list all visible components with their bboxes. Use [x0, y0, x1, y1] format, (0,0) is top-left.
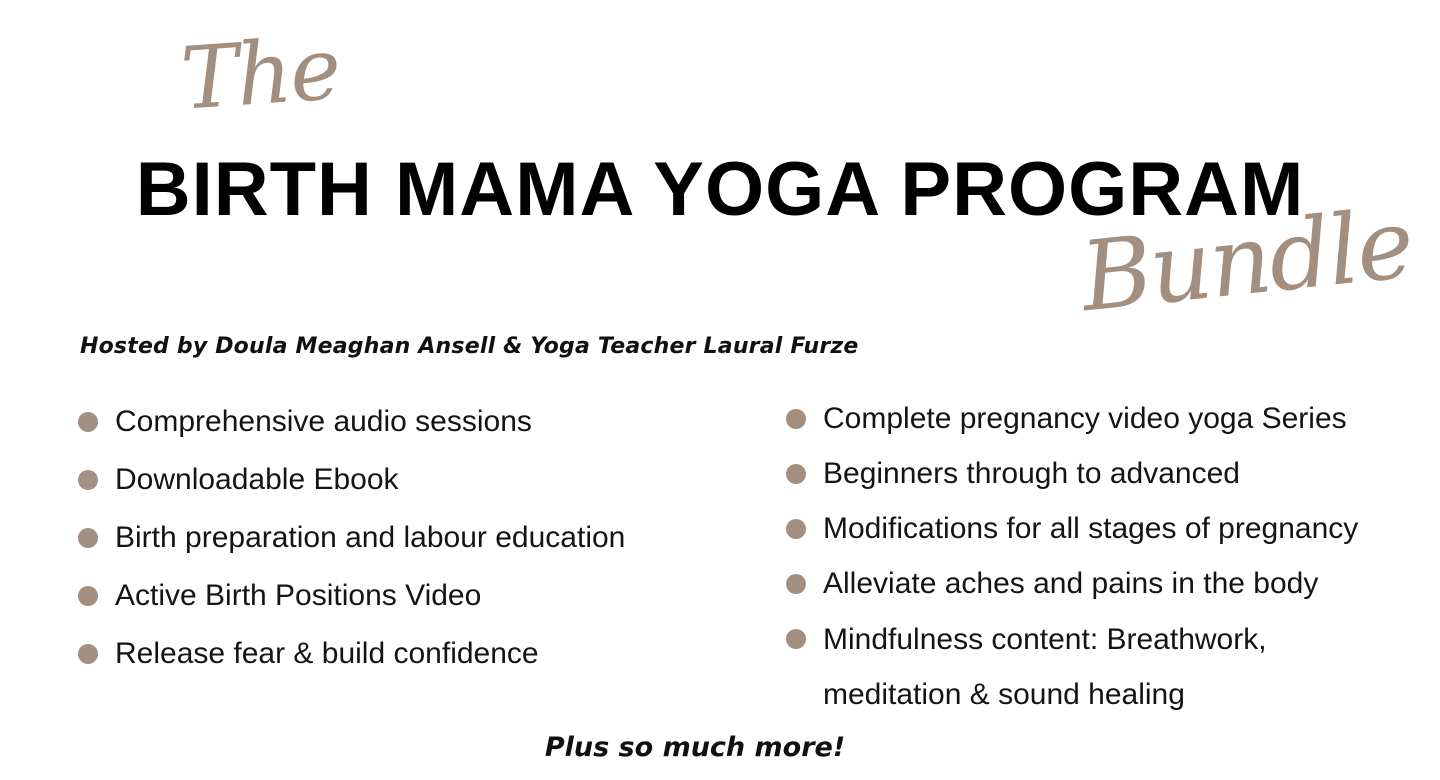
hosted-by-line: Hosted by Doula Meaghan Ansell & Yoga Teacher Laural Furze	[80, 334, 859, 359]
circle-bullet-icon	[78, 412, 98, 432]
list-item-text: Birth preparation and labour education	[115, 521, 626, 554]
list-item	[786, 400, 1383, 455]
list-item	[78, 460, 625, 518]
feature-list-left	[78, 402, 625, 692]
list-item	[78, 634, 625, 692]
list-item-text: Mindfulness content: Breathwork, meditation & sound healing	[823, 623, 1267, 711]
list-item-text: Alleviate aches and pains in the body	[823, 567, 1319, 600]
circle-bullet-icon	[78, 586, 98, 606]
script-heading-bundle: Bundle	[1076, 187, 1418, 334]
list-item-text: Comprehensive audio sessions	[115, 405, 532, 438]
circle-bullet-icon	[786, 629, 806, 649]
circle-bullet-icon	[786, 519, 806, 539]
list-item	[786, 455, 1383, 510]
list-item-text: Complete pregnancy video yoga Series	[823, 402, 1347, 435]
circle-bullet-icon	[786, 409, 806, 429]
list-item-text: Active Birth Positions Video	[115, 579, 482, 612]
circle-bullet-icon	[78, 644, 98, 664]
list-item-text: Beginners through to advanced	[823, 457, 1240, 490]
list-item	[78, 402, 625, 460]
list-item	[786, 620, 1383, 722]
list-item-text: Downloadable Ebook	[115, 463, 399, 496]
list-item-text: Modifications for all stages of pregnancy	[823, 512, 1359, 545]
list-item	[786, 510, 1383, 565]
circle-bullet-icon	[786, 574, 806, 594]
circle-bullet-icon	[78, 470, 98, 490]
circle-bullet-icon	[78, 528, 98, 548]
list-item	[78, 576, 625, 634]
list-item-text: Release fear & build confidence	[115, 637, 539, 670]
list-item	[78, 518, 625, 576]
footer-tagline: Plus so much more!	[544, 732, 846, 763]
circle-bullet-icon	[786, 464, 806, 484]
feature-list-right	[786, 400, 1383, 722]
page-title: BIRTH MAMA YOGA PROGRAM	[135, 147, 1305, 232]
script-heading-the: The	[178, 19, 343, 130]
